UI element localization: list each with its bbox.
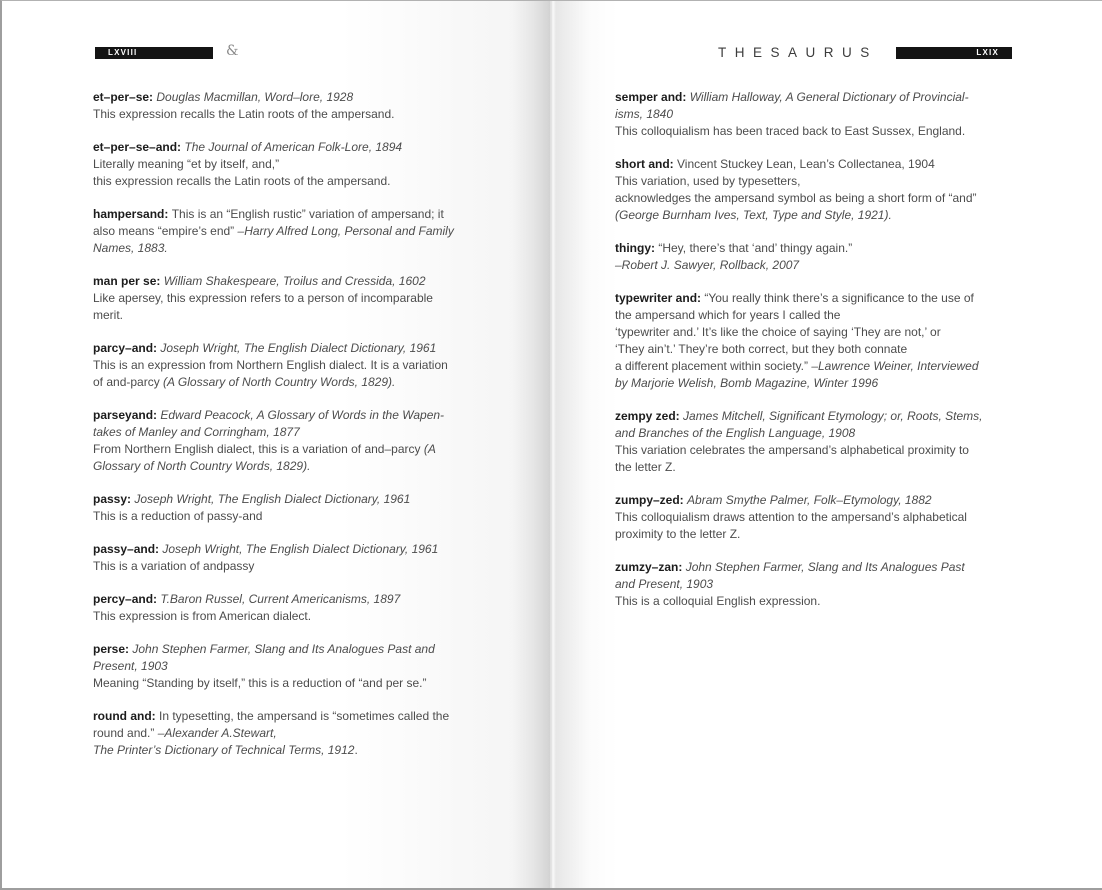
entry-source: –Alexander A.Stewart, — [157, 726, 277, 740]
entry-source: Abram Smythe Palmer, Folk–Etymology, 1882 — [687, 493, 932, 507]
entry-term: hampersand: — [93, 207, 172, 221]
entry-source: Names, 1883. — [93, 241, 168, 255]
entry-term: passy–and: — [93, 542, 163, 556]
entry-term: passy: — [93, 492, 135, 506]
entry-text: . — [354, 743, 358, 757]
thesaurus-entry — [615, 559, 1045, 610]
folio-number-right: LXIX — [976, 48, 999, 57]
entry-source: William Halloway, A General Dictionary of Provincial- — [689, 90, 969, 104]
entry-text: a different placement within society.” — [615, 359, 812, 373]
entry-text: This expression is from American dialect. — [93, 609, 312, 623]
thesaurus-entry — [93, 139, 523, 190]
entry-term: zumzy–zan: — [615, 560, 686, 574]
entry-term: perse: — [93, 642, 133, 656]
thesaurus-entry — [93, 89, 523, 123]
entry-text: This expression recalls the Latin roots of the ampersand. — [93, 107, 395, 121]
entry-text: This is a reduction of passy-and — [93, 509, 263, 523]
entry-source: The Journal of American Folk-Lore, 1894 — [184, 140, 403, 154]
thesaurus-entry — [93, 641, 523, 692]
entry-source: Glossary of North Country Words, 1829). — [93, 459, 311, 473]
entry-source: isms, 1840 — [615, 107, 674, 121]
running-title: THESAURUS — [718, 45, 878, 60]
left-entries-column — [93, 89, 523, 775]
entry-text: This variation celebrates the ampersand’s alphabetical proximity to — [615, 443, 969, 457]
thesaurus-entry — [93, 340, 523, 391]
entry-text: This colloquialism has been traced back to East Sussex, England. — [615, 124, 966, 138]
thesaurus-entry — [615, 290, 1045, 392]
entry-text: From Northern English dialect, this is a variation of and–parcy — [93, 442, 424, 456]
entry-text: acknowledges the ampersand symbol as being a short form of “and” — [615, 191, 977, 205]
entry-source: (George Burnham Ives, Text, Type and Style, 1921). — [615, 208, 892, 222]
entry-text: This is a variation of andpassy — [93, 559, 255, 573]
entry-text: “Hey, there’s that ‘and’ thingy again.” — [658, 241, 853, 255]
entry-source: Joseph Wright, The English Dialect Dictionary, 1961 — [162, 542, 439, 556]
thesaurus-entry — [93, 273, 523, 324]
folio-number-left: LXVIII — [108, 48, 138, 57]
folio-bar-right — [896, 47, 1012, 59]
entry-source: Edward Peacock, A Glossary of Words in the Wapen- — [160, 408, 445, 422]
thesaurus-entry — [93, 491, 523, 525]
entry-source: –Harry Alfred Long, Personal and Family — [237, 224, 454, 238]
thesaurus-entry — [93, 407, 523, 475]
entry-source: by Marjorie Welish, Bomb Magazine, Winter 1996 — [615, 376, 879, 390]
entry-source: Douglas Macmillan, Word–lore, 1928 — [156, 90, 354, 104]
entry-term: thingy: — [615, 241, 659, 255]
entry-text: In typesetting, the ampersand is “sometimes called the — [159, 709, 450, 723]
entry-source: James Mitchell, Significant Etymology; or, Roots, Stems, — [683, 409, 983, 423]
folio-bar-left — [95, 47, 213, 59]
entry-text: merit. — [93, 308, 123, 322]
entry-source: –Lawrence Weiner, Interviewed — [811, 359, 979, 373]
right-entries-column — [615, 89, 1045, 626]
thesaurus-entry — [615, 408, 1045, 476]
entry-source: The Printer’s Dictionary of Technical Terms, 1912 — [93, 743, 355, 757]
page-right — [552, 0, 1102, 890]
entry-term: zempy zed: — [615, 409, 684, 423]
entry-term: man per se: — [93, 274, 164, 288]
entry-source: and Branches of the English Language, 1908 — [615, 426, 856, 440]
entry-term: round and: — [93, 709, 159, 723]
entry-text: of and-parcy — [93, 375, 164, 389]
ampersand-icon: & — [226, 43, 239, 59]
entry-text: This is a colloquial English expression. — [615, 594, 821, 608]
entry-term: et–per–se–and: — [93, 140, 185, 154]
entry-text: also means “empire’s end” — [93, 224, 238, 238]
entry-source: Joseph Wright, The English Dialect Dictionary, 1961 — [134, 492, 411, 506]
entry-text: Vincent Stuckey Lean, Lean’s Collectanea, 1904 — [677, 157, 935, 171]
entry-text: This is an “English rustic” variation of ampersand; it — [171, 207, 444, 221]
entry-source: T.Baron Russel, Current Americanisms, 1897 — [160, 592, 401, 606]
thesaurus-entry — [93, 591, 523, 625]
thesaurus-entry — [615, 492, 1045, 543]
entry-source: and Present, 1903 — [615, 577, 714, 591]
thesaurus-entry — [93, 708, 523, 759]
entry-term: short and: — [615, 157, 677, 171]
entry-text: proximity to the letter Z. — [615, 527, 741, 541]
entry-text: this expression recalls the Latin roots of the ampersand. — [93, 174, 391, 188]
entry-source: John Stephen Farmer, Slang and Its Analogues Past — [685, 560, 965, 574]
entry-text: Meaning “Standing by itself,” this is a reduction of “and per se.” — [93, 676, 427, 690]
entry-term: parcy–and: — [93, 341, 161, 355]
page-left — [0, 0, 550, 890]
entry-text: ‘They ain’t.’ They’re both correct, but they both connate — [615, 342, 908, 356]
entry-text: Like apersey, this expression refers to a person of incomparable — [93, 291, 433, 305]
entry-term: semper and: — [615, 90, 690, 104]
entry-term: parseyand: — [93, 408, 161, 422]
entry-text: This is an expression from Northern English dialect. It is a variation — [93, 358, 448, 372]
entry-term: et–per–se: — [93, 90, 157, 104]
entry-source: Joseph Wright, The English Dialect Dictionary, 1961 — [160, 341, 437, 355]
entry-source: Present, 1903 — [93, 659, 168, 673]
thesaurus-entry — [615, 89, 1045, 140]
entry-text: “You really think there’s a significance to the use of — [704, 291, 974, 305]
entry-text: the letter Z. — [615, 460, 676, 474]
entry-source: takes of Manley and Corringham, 1877 — [93, 425, 300, 439]
entry-source: –Robert J. Sawyer, Rollback, 2007 — [615, 258, 800, 272]
entry-source: (A Glossary of North Country Words, 1829). — [163, 375, 396, 389]
thesaurus-entry — [615, 240, 1045, 274]
entry-text: round and.” — [93, 726, 158, 740]
thesaurus-entry — [93, 206, 523, 257]
entry-text: ‘typewriter and.’ It’s like the choice of saying ‘They are not,’ or — [615, 325, 941, 339]
entry-text: This colloquialism draws attention to the ampersand’s alphabetical — [615, 510, 967, 524]
entry-text: Literally meaning “et by itself, and,” — [93, 157, 280, 171]
entry-source: John Stephen Farmer, Slang and Its Analogues Past and — [132, 642, 435, 656]
entry-term: percy–and: — [93, 592, 161, 606]
thesaurus-entry — [615, 156, 1045, 224]
entry-text: This variation, used by typesetters, — [615, 174, 801, 188]
entry-text: the ampersand which for years I called the — [615, 308, 841, 322]
entry-source: (A — [423, 442, 436, 456]
entry-term: zumpy–zed: — [615, 493, 688, 507]
entry-term: typewriter and: — [615, 291, 705, 305]
thesaurus-entry — [93, 541, 523, 575]
entry-source: William Shakespeare, Troilus and Cressida, 1602 — [163, 274, 426, 288]
